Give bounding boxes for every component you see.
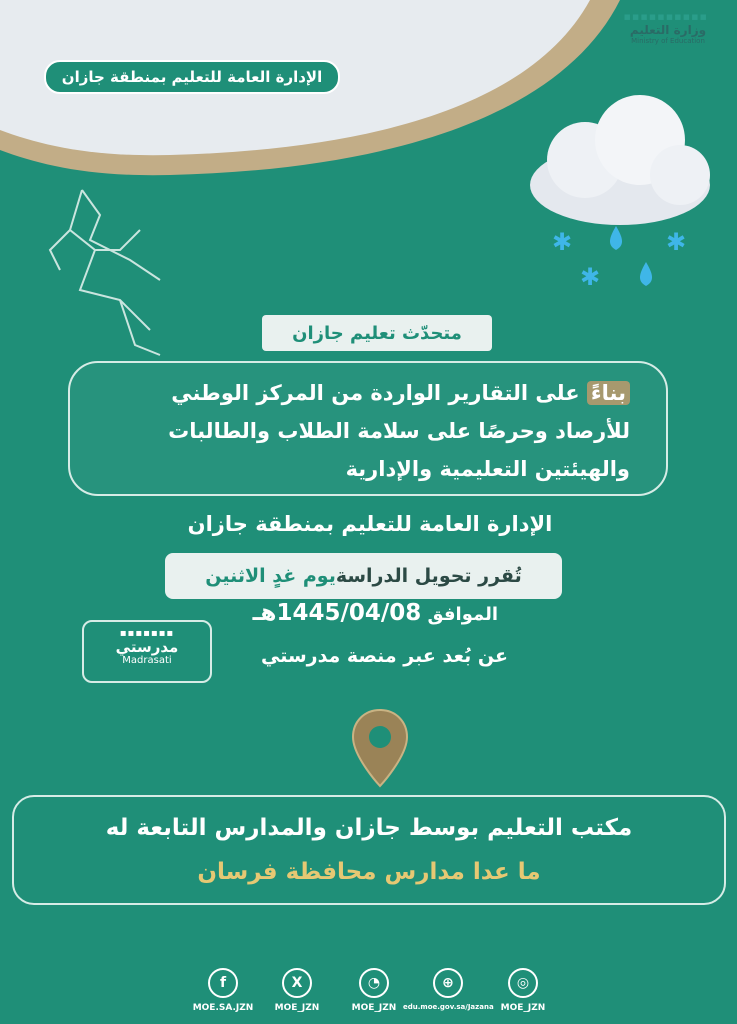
office-exception: ما عدا مدارس محافظة فرسان bbox=[197, 859, 541, 885]
intro-line-1 bbox=[171, 381, 630, 405]
department-name: الإدارة العامة للتعليم بمنطقة جازان bbox=[187, 512, 553, 536]
social-label-snapchat: MOE_JZN bbox=[351, 1003, 397, 1013]
ministry-logo-dots: ▪▪▪▪▪▪▪▪▪▪ bbox=[623, 10, 708, 23]
madrasati-logo bbox=[82, 620, 212, 683]
social-label-x: MOE_JZN bbox=[274, 1003, 320, 1013]
decision-text: تُقرر تحويل الدراسة bbox=[335, 565, 522, 587]
ministry-name-ar: وزارة التعليم bbox=[629, 23, 707, 37]
office-box bbox=[12, 795, 726, 905]
facebook-icon: f bbox=[208, 968, 238, 998]
social-label-website: edu.moe.gov.sa/Jazana bbox=[403, 1003, 494, 1011]
social-instagram[interactable] bbox=[478, 968, 568, 1013]
date-label: الموافق bbox=[421, 604, 498, 625]
intro-line-3: والهيئتين التعليمية والإدارية bbox=[345, 457, 630, 481]
svg-text:✱: ✱ bbox=[551, 228, 573, 256]
intro-line-2: للأرصاد وحرصًا على سلامة الطلاب والطالبات bbox=[168, 419, 630, 443]
social-label-instagram: MOE_JZN bbox=[500, 1003, 546, 1013]
date-line bbox=[250, 600, 498, 626]
svg-text:✱: ✱ bbox=[579, 263, 601, 291]
spokesperson-heading: متحدّث تعليم جازان bbox=[262, 315, 492, 351]
ministry-name-en: Ministry of Education bbox=[631, 37, 705, 45]
instagram-icon: ◎ bbox=[508, 968, 538, 998]
decision-banner bbox=[165, 553, 562, 599]
madrasati-logo-dots: ▪▪▪▪▪▪▪ bbox=[119, 628, 175, 639]
madrasati-name-ar: مدرستي bbox=[115, 638, 179, 656]
office-title: مكتب التعليم بوسط جازان والمدارس التابعة له bbox=[105, 815, 633, 841]
svg-text:✱: ✱ bbox=[665, 228, 687, 256]
globe-icon: ⊕ bbox=[433, 968, 463, 998]
hijri-date: 1445/04/08هـ bbox=[252, 600, 422, 626]
snapchat-icon: ◔ bbox=[359, 968, 389, 998]
ministry-logo bbox=[623, 10, 708, 45]
intro-box bbox=[68, 361, 668, 496]
department-badge: الإدارة العامة للتعليم بمنطقة جازان bbox=[44, 60, 340, 94]
location-pin-icon bbox=[350, 708, 410, 790]
platform-text: عن بُعد عبر منصة مدرستي bbox=[260, 645, 508, 667]
social-label-facebook: MOE.SA.JZN bbox=[192, 1003, 254, 1013]
intro-line-1-text: على التقارير الواردة من المركز الوطني bbox=[171, 381, 587, 405]
decision-day: يوم غدٍ الاثنين bbox=[205, 565, 336, 587]
lightning-bolt bbox=[50, 190, 160, 355]
madrasati-name-en: Madrasati bbox=[122, 655, 172, 666]
snow-cloud-icon bbox=[530, 95, 710, 291]
intro-highlight-word: بناءً bbox=[587, 381, 630, 405]
x-icon: X bbox=[282, 968, 312, 998]
